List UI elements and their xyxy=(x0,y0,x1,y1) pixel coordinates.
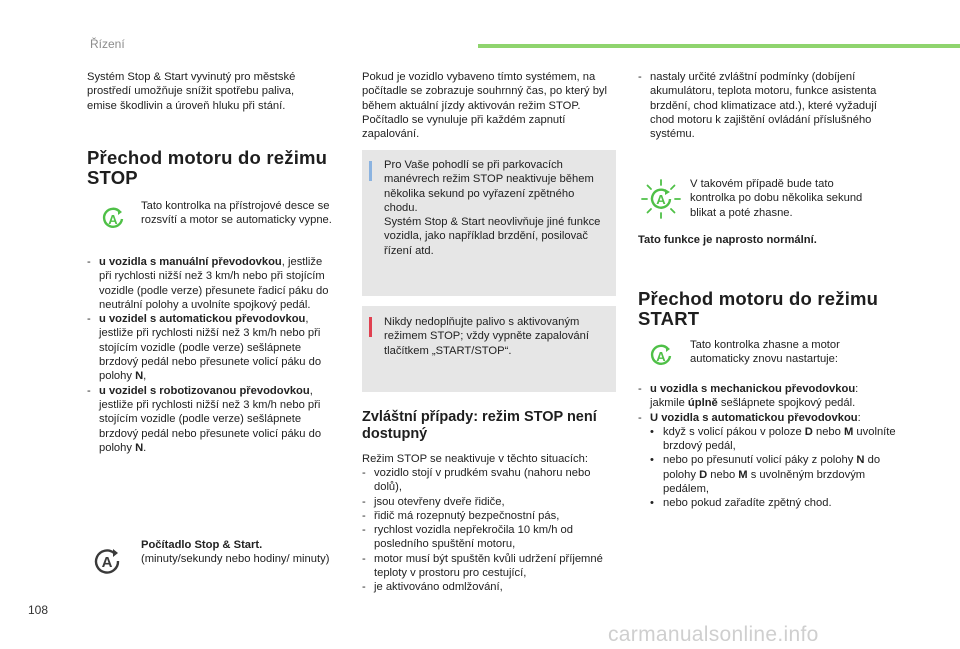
counter-description: Pokud je vozidlo vybaveno tímto systémem, na počítadle se zobrazuje souhrnný čas, po který byl během aktuální jízdy aktivován režim STOP. Počítadlo se vynuluje při každém zapnutí zapalování. xyxy=(362,71,608,141)
list-item: - řidič má rozepnutý bezpečnostní pás, xyxy=(362,509,617,523)
list-item: - motor musí být spuštěn kvůli udržení příjemné teploty v prostoru pro cestující, xyxy=(362,552,617,581)
list-item: - je aktivováno odmlžování, xyxy=(362,580,617,594)
title-stop: Přechod motoru do režimu STOP xyxy=(87,147,328,188)
intro-text: Systém Stop & Start vyvinutý pro městské prostředí umožňuje snížit spotřebu paliva, emise škodlivin a úroveň hluku při stání. xyxy=(87,71,296,112)
svg-text:A: A xyxy=(108,212,118,227)
list-item: - u vozidel s robotizovanou převodovkou, jestliže při rychlosti nižší než 3 km/h nebo při stojícím vozidle (podle verze) sešlápnete brzdový pedál nebo přesunete volicí páku do polohy N. xyxy=(87,384,335,455)
sub-item: • když s volicí pákou v poloze D nebo M uvolníte brzdový pedál, xyxy=(650,425,898,454)
automatic-sublist xyxy=(650,425,898,511)
title-start: Přechod motoru do režimu START xyxy=(638,288,879,329)
list-item: - u vozidla s mechanickou převodovkou: jakmile úplně sešlápnete spojkový pedál. xyxy=(638,382,898,411)
stop-icon-text: Tato kontrolka na přístrojové desce se rozsvítí a motor se automaticky vypne. xyxy=(141,200,332,227)
start-conditions-list xyxy=(638,382,898,511)
start-icon xyxy=(648,343,674,369)
list-item: - rychlost vozidla nepřekročila 10 km/h od posledního spuštění motoru, xyxy=(362,523,617,552)
stop-start-icon xyxy=(100,206,126,232)
start-icon-text: Tato kontrolka zhasne a motor automaticky znovu nastartuje: xyxy=(690,339,840,366)
special-cases-continued xyxy=(638,70,888,141)
info-text-2: Systém Stop & Start neovlivňuje jiné funkce vozidla, jako například brzdění, posilovač řízení atd. xyxy=(384,216,601,257)
list-item: - u vozidel s automatickou převodovkou, jestliže při rychlosti nižší než 3 km/h nebo při stojícím vozidle (podle verze) sešlápnete brzdový pedál nebo přesunete volicí páku do polohy N, xyxy=(87,312,335,383)
stop-conditions-list xyxy=(87,255,335,455)
counter-title: Počítadlo Stop & Start. (minuty/sekundy nebo hodiny/ minuty) xyxy=(141,539,330,566)
special-cases-list xyxy=(362,466,617,595)
normal-note: Tato funkce je naprosto normální. xyxy=(638,234,817,246)
list-item: - U vozidla s automatickou převodovkou: • když s volicí pákou v poloze D nebo M uvolníte brzdový pedál, • nebo po přesunutí volicí páky z polohy N do polohy D nebo M s uvolněným brzdovým pedálem, • nebo pokud zařadíte zpětný chod. xyxy=(638,411,898,511)
header-accent-line xyxy=(478,44,960,48)
list-item: - u vozidla s manuální převodovkou, jestliže při rychlosti nižší než 3 km/h nebo při stojícím vozidle (podle verze) přesunete řadicí páku do neutrální polohy a uvolníte spojkový pedál. xyxy=(87,255,335,312)
title-special-cases: Zvláštní případy: režim STOP není dostupný xyxy=(362,409,597,442)
blink-text: V takovém případě bude tato kontrolka po dobu několika sekund blikat a poté zhasne. xyxy=(690,178,863,219)
list-item: - jsou otevřeny dveře řidiče, xyxy=(362,495,617,509)
section-header: Řízení xyxy=(90,37,125,51)
svg-text:A: A xyxy=(101,554,113,571)
info-text: Pro Vaše pohodlí se při parkovacích manévrech režim STOP neaktivuje během několika sekund po vyřazení zpětného chodu. xyxy=(384,159,594,214)
warning-marker xyxy=(369,317,372,337)
warning-text: Nikdy nedoplňujte palivo s aktivovaným režimem STOP; vždy vypněte zapalování tlačítkem „START/STOP“. xyxy=(384,316,589,357)
blinking-stop-start-icon xyxy=(640,178,682,220)
info-marker xyxy=(369,161,372,181)
info-box xyxy=(362,150,616,296)
list-item: - vozidlo stojí v prudkém svahu (nahoru nebo dolů), xyxy=(362,466,617,495)
special-intro: Režim STOP se neaktivuje v těchto situacích: xyxy=(362,453,588,465)
sub-item: • nebo po přesunutí volicí páky z polohy N do polohy D nebo M s uvolněným brzdovým pedálem, xyxy=(650,453,898,496)
list-item: - nastaly určité zvláštní podmínky (dobíjení akumulátoru, teplota motoru, funkce asistenta brzdění, chod klimatizace atd.), které vyžadují chod motoru k zajištění ovládání příslušného systému. xyxy=(638,70,888,141)
counter-icon xyxy=(92,546,122,576)
watermark: carmanualsonline.info xyxy=(608,623,819,646)
svg-text:A: A xyxy=(656,349,666,364)
page-number: 108 xyxy=(28,603,49,617)
svg-text:A: A xyxy=(656,192,666,207)
sub-item: • nebo pokud zařadíte zpětný chod. xyxy=(650,496,898,510)
warning-box xyxy=(362,306,616,392)
